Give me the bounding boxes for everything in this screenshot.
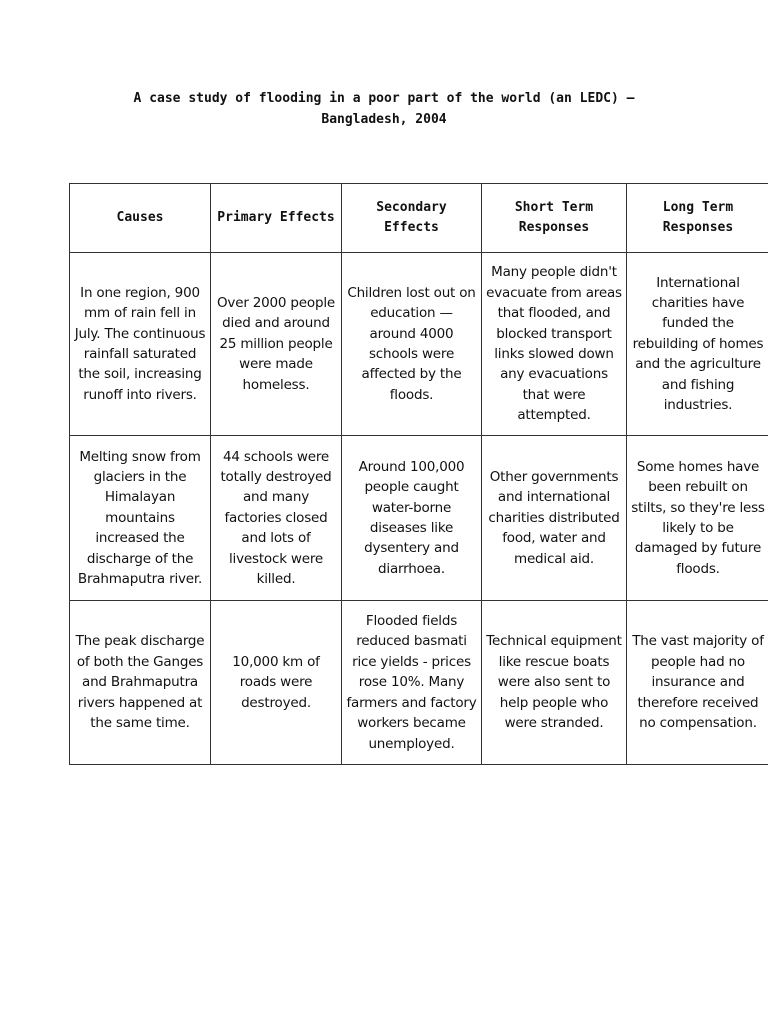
header-short-term-responses: Short Term Responses [482,184,627,253]
header-row [70,184,768,253]
header-causes: Causes [70,184,211,253]
table-row [70,601,768,765]
primary-effect-cell: Over 2000 people died and around 25 million people were made homeless. [211,253,342,436]
primary-effect-cell: 44 schools were totally destroyed and many factories closed and lots of livestock were killed. [211,436,342,601]
title-line-1: A case study of flooding in a poor part of the world (an LEDC) – [133,91,635,106]
secondary-effect-cell: Children lost out on education — around 4000 schools were affected by the floods. [342,253,482,436]
short-term-response-cell: Technical equipment like rescue boats were also sent to help people who were stranded. [482,601,627,765]
secondary-effect-cell: Flooded fields reduced basmati rice yields - prices rose 10%. Many farmers and factory workers became unemployed. [342,601,482,765]
long-term-response-cell: Some homes have been rebuilt on stilts, so they're less likely to be damaged by future floods. [627,436,768,601]
table-row [70,436,768,601]
long-term-response-cell: The vast majority of people had no insurance and therefore received no compensation. [627,601,768,765]
long-term-response-cell: International charities have funded the rebuilding of homes and the agriculture and fishing industries. [627,253,768,436]
header-primary-effects: Primary Effects [211,184,342,253]
cause-cell: In one region, 900 mm of rain fell in July. The continuous rainfall saturated the soil, increasing runoff into rivers. [70,253,211,436]
case-study-table [69,183,768,765]
header-long-term-responses: Long Term Responses [627,184,768,253]
primary-effect-cell: 10,000 km of roads were destroyed. [211,601,342,765]
table-row [70,253,768,436]
short-term-response-cell: Other governments and international charities distributed food, water and medical aid. [482,436,627,601]
page-title [0,88,768,130]
cause-cell: The peak discharge of both the Ganges and Brahmaputra rivers happened at the same time. [70,601,211,765]
title-line-2: Bangladesh, 2004 [321,112,447,127]
secondary-effect-cell: Around 100,000 people caught water-borne diseases like dysentery and diarrhoea. [342,436,482,601]
cause-cell: Melting snow from glaciers in the Himalayan mountains increased the discharge of the Brahmaputra river. [70,436,211,601]
short-term-response-cell: Many people didn't evacuate from areas that flooded, and blocked transport links slowed down any evacuations that were attempted. [482,253,627,436]
header-secondary-effects: Secondary Effects [342,184,482,253]
